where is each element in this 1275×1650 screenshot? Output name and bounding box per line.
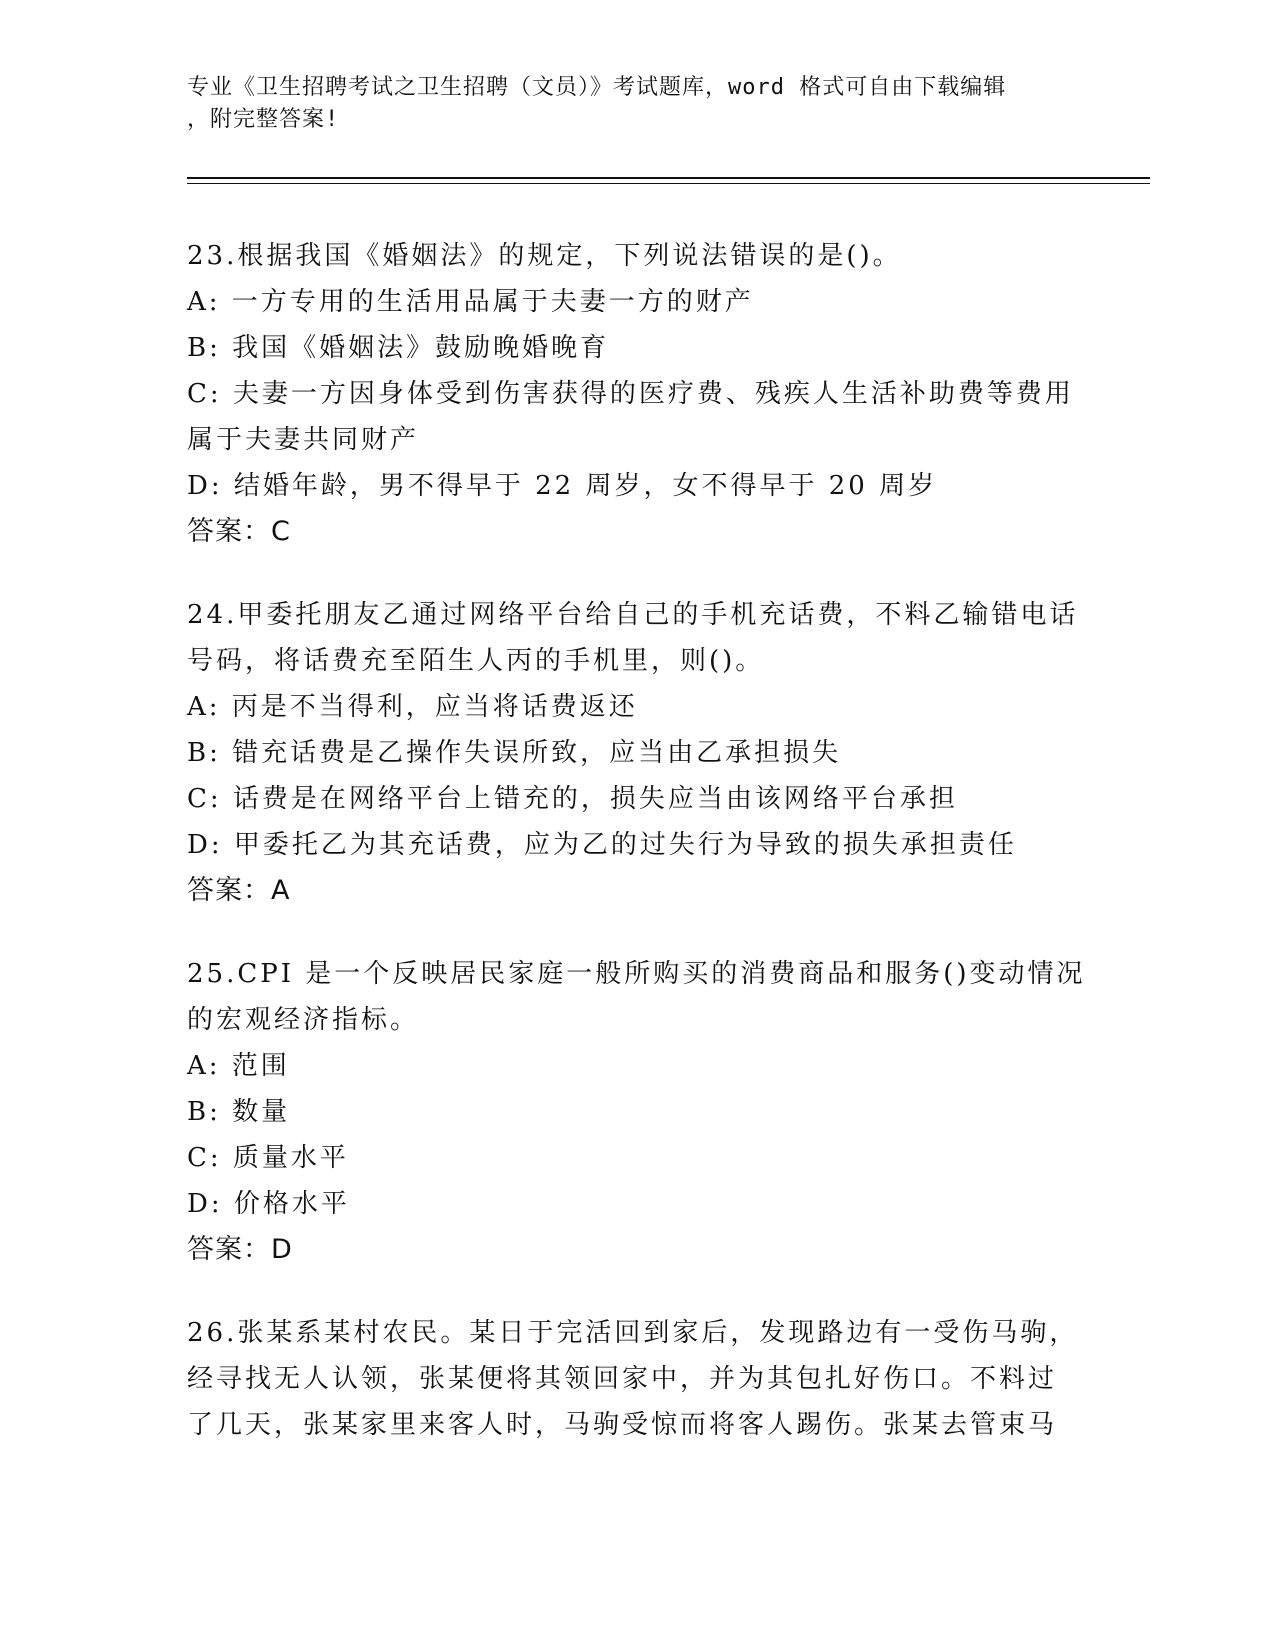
question-stem: 25.CPI 是一个反映居民家庭一般所购买的消费商品和服务()变动情况 [187, 959, 1086, 989]
question-list [187, 233, 1107, 1485]
question-stem-continued: 号码，将话费充至陌生人丙的手机里，则()。 [187, 646, 765, 676]
question-stem-continued: 经寻找无人认领，张某便将其领回家中，并为其包扎好伤口。不料过 [187, 1364, 1058, 1394]
question-stem: 26.张某系某村农民。某日于完活回到家后，发现路边有一受伤马驹， [187, 1318, 1079, 1348]
question-stem-continued: 的宏观经济指标。 [187, 1005, 420, 1035]
option-d: D: 甲委托乙为其充话费，应为乙的过失行为导致的损失承担责任 [187, 830, 1017, 860]
option-d: D: 价格水平 [187, 1189, 350, 1219]
answer-line: 答案：D [187, 1234, 293, 1265]
option-c: C: 质量水平 [187, 1143, 349, 1173]
question-stem-continued: 了几天，张某家里来客人时，马驹受惊而将客人踢伤。张某去管束马 [187, 1410, 1058, 1440]
header-divider-thin [187, 183, 1150, 184]
option-c: C: 夫妻一方因身体受到伤害获得的医疗费、残疾人生活补助费等费用 [187, 379, 1074, 409]
option-b: B: 我国《婚姻法》鼓励晚婚晚育 [187, 333, 610, 363]
question-block [187, 233, 1107, 555]
question-block [187, 592, 1107, 914]
answer-line: 答案：C [187, 516, 291, 547]
document-header [187, 72, 1087, 136]
option-d: D: 结婚年龄，男不得早于 22 周岁，女不得早于 20 周岁 [187, 471, 938, 501]
option-b: B: 数量 [187, 1097, 291, 1127]
option-c-continued: 属于夫妻共同财产 [187, 425, 420, 455]
question-block [187, 951, 1107, 1273]
header-divider-thick [187, 177, 1150, 179]
answer-line: 答案：A [187, 875, 291, 906]
question-stem: 23.根据我国《婚姻法》的规定，下列说法错误的是()。 [187, 241, 902, 271]
option-a: A: 一方专用的生活用品属于夫妻一方的财产 [187, 287, 754, 317]
option-c: C: 话费是在网络平台上错充的，损失应当由该网络平台承担 [187, 784, 958, 814]
option-b: B: 错充话费是乙操作失误所致，应当由乙承担损失 [187, 738, 842, 768]
option-a: A: 丙是不当得利，应当将话费返还 [187, 692, 638, 722]
question-block [187, 1310, 1107, 1448]
question-stem: 24.甲委托朋友乙通过网络平台给自己的手机充话费，不料乙输错电话 [187, 600, 1079, 630]
header-line: 专业《卫生招聘考试之卫生招聘（文员）》考试题库，word 格式可自由下载编辑 [187, 75, 1007, 100]
option-a: A: 范围 [187, 1051, 290, 1081]
header-line: ，附完整答案! [187, 107, 340, 132]
